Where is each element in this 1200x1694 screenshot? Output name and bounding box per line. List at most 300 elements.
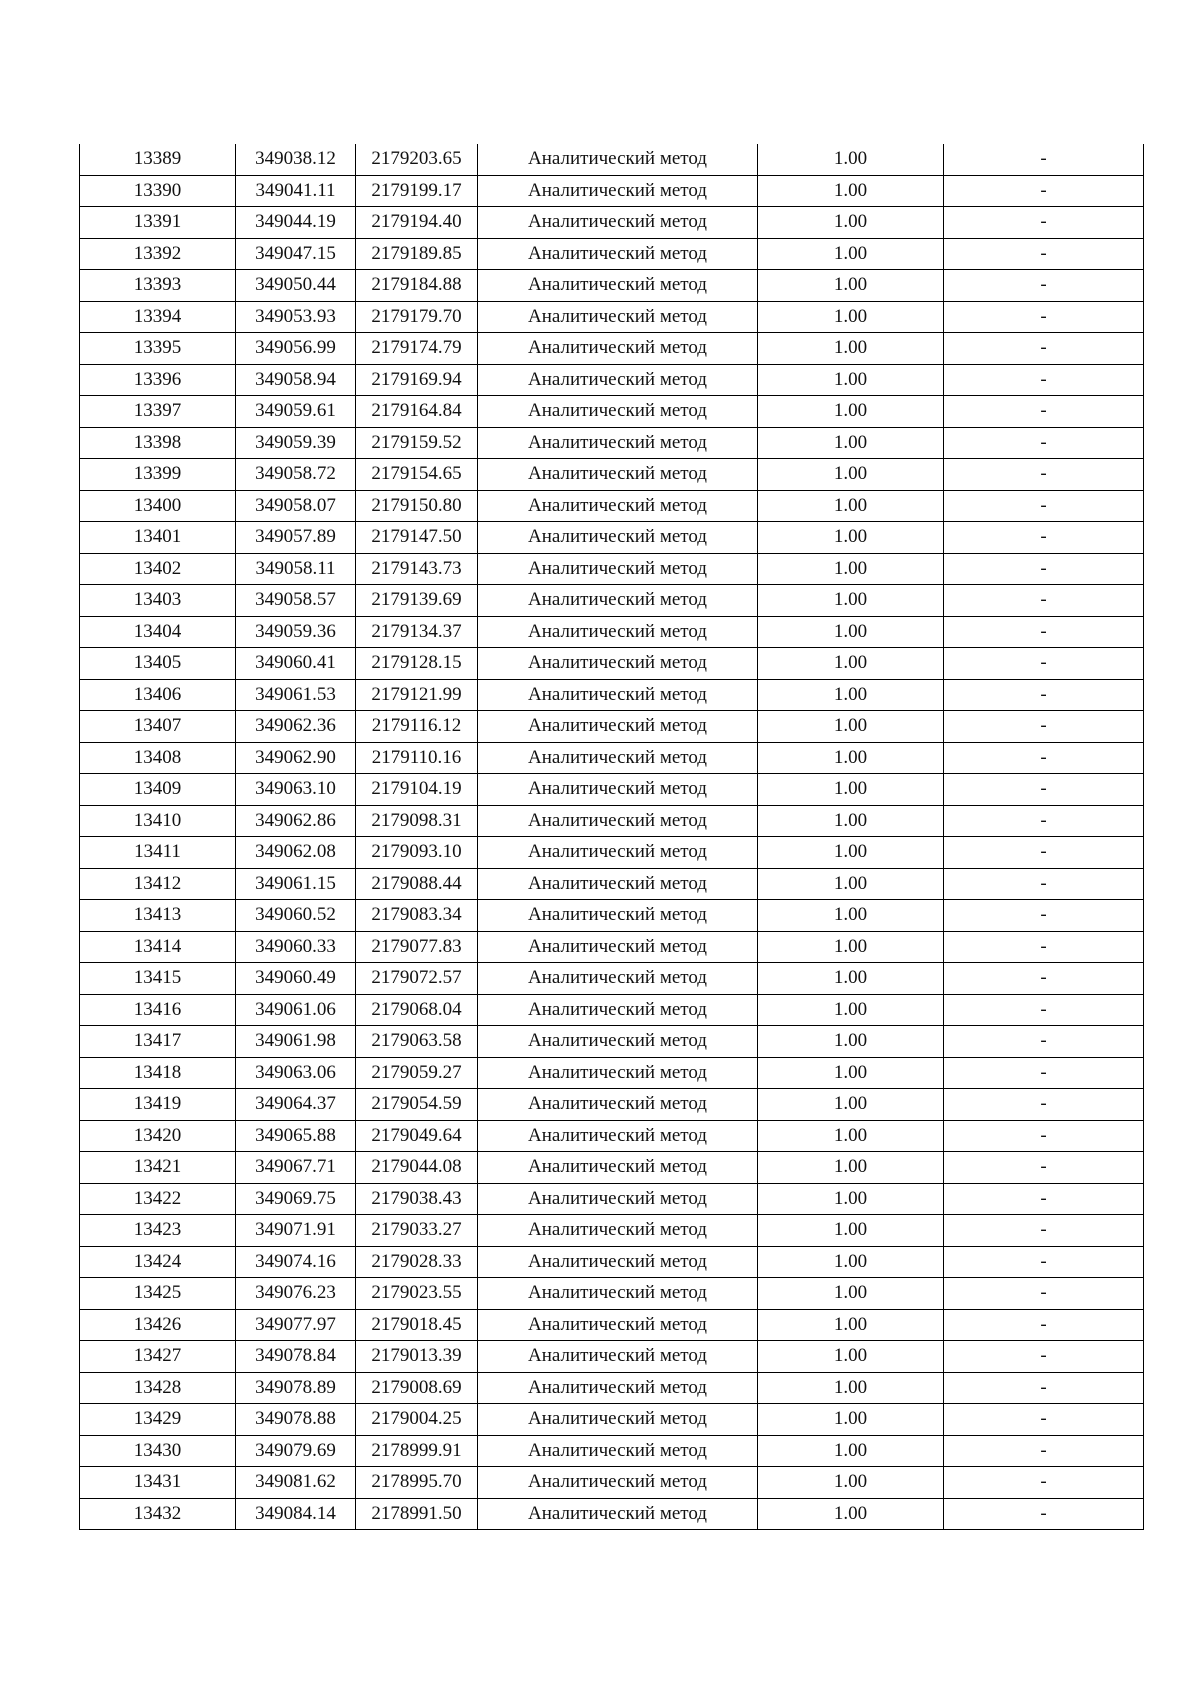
x-coordinate-cell: 349078.89 — [236, 1372, 356, 1404]
table-row — [80, 616, 1144, 648]
accuracy-cell: 1.00 — [758, 333, 944, 365]
description-cell: - — [944, 144, 1144, 175]
point-number-cell: 13413 — [80, 900, 236, 932]
x-coordinate-cell: 349079.69 — [236, 1435, 356, 1467]
accuracy-cell: 1.00 — [758, 585, 944, 617]
y-coordinate-cell: 2179049.64 — [356, 1120, 478, 1152]
y-coordinate-cell: 2179169.94 — [356, 364, 478, 396]
point-number-cell: 13403 — [80, 585, 236, 617]
y-coordinate-cell: 2179150.80 — [356, 490, 478, 522]
accuracy-cell: 1.00 — [758, 963, 944, 995]
point-number-cell: 13417 — [80, 1026, 236, 1058]
table-row — [80, 238, 1144, 270]
x-coordinate-cell: 349047.15 — [236, 238, 356, 270]
accuracy-cell: 1.00 — [758, 1057, 944, 1089]
accuracy-cell: 1.00 — [758, 396, 944, 428]
x-coordinate-cell: 349058.72 — [236, 459, 356, 491]
table-row — [80, 459, 1144, 491]
method-cell: Аналитический метод — [478, 270, 758, 302]
y-coordinate-cell: 2179174.79 — [356, 333, 478, 365]
description-cell: - — [944, 1152, 1144, 1184]
accuracy-cell: 1.00 — [758, 1278, 944, 1310]
table-row — [80, 805, 1144, 837]
method-cell: Аналитический метод — [478, 805, 758, 837]
table-row — [80, 207, 1144, 239]
table-row — [80, 364, 1144, 396]
point-number-cell: 13423 — [80, 1215, 236, 1247]
description-cell: - — [944, 207, 1144, 239]
point-number-cell: 13401 — [80, 522, 236, 554]
method-cell: Аналитический метод — [478, 1183, 758, 1215]
y-coordinate-cell: 2179059.27 — [356, 1057, 478, 1089]
method-cell: Аналитический метод — [478, 427, 758, 459]
accuracy-cell: 1.00 — [758, 1026, 944, 1058]
accuracy-cell: 1.00 — [758, 774, 944, 806]
table-row — [80, 585, 1144, 617]
accuracy-cell: 1.00 — [758, 553, 944, 585]
method-cell: Аналитический метод — [478, 396, 758, 428]
y-coordinate-cell: 2179143.73 — [356, 553, 478, 585]
x-coordinate-cell: 349061.98 — [236, 1026, 356, 1058]
point-number-cell: 13412 — [80, 868, 236, 900]
point-number-cell: 13425 — [80, 1278, 236, 1310]
accuracy-cell: 1.00 — [758, 1435, 944, 1467]
y-coordinate-cell: 2179098.31 — [356, 805, 478, 837]
description-cell: - — [944, 522, 1144, 554]
table-row — [80, 837, 1144, 869]
table-row — [80, 1498, 1144, 1530]
method-cell: Аналитический метод — [478, 1341, 758, 1373]
point-number-cell: 13394 — [80, 301, 236, 333]
method-cell: Аналитический метод — [478, 679, 758, 711]
point-number-cell: 13427 — [80, 1341, 236, 1373]
method-cell: Аналитический метод — [478, 1152, 758, 1184]
point-number-cell: 13426 — [80, 1309, 236, 1341]
table-row — [80, 931, 1144, 963]
description-cell: - — [944, 1309, 1144, 1341]
method-cell: Аналитический метод — [478, 900, 758, 932]
x-coordinate-cell: 349041.11 — [236, 175, 356, 207]
description-cell: - — [944, 648, 1144, 680]
method-cell: Аналитический метод — [478, 1435, 758, 1467]
table-row — [80, 1215, 1144, 1247]
y-coordinate-cell: 2178999.91 — [356, 1435, 478, 1467]
description-cell: - — [944, 175, 1144, 207]
table-row — [80, 1404, 1144, 1436]
x-coordinate-cell: 349061.06 — [236, 994, 356, 1026]
y-coordinate-cell: 2179189.85 — [356, 238, 478, 270]
table-row — [80, 1372, 1144, 1404]
table-row — [80, 1467, 1144, 1499]
method-cell: Аналитический метод — [478, 585, 758, 617]
table-row — [80, 1435, 1144, 1467]
y-coordinate-cell: 2179013.39 — [356, 1341, 478, 1373]
description-cell: - — [944, 1341, 1144, 1373]
x-coordinate-cell: 349062.08 — [236, 837, 356, 869]
accuracy-cell: 1.00 — [758, 175, 944, 207]
method-cell: Аналитический метод — [478, 553, 758, 585]
x-coordinate-cell: 349050.44 — [236, 270, 356, 302]
x-coordinate-cell: 349069.75 — [236, 1183, 356, 1215]
x-coordinate-cell: 349058.07 — [236, 490, 356, 522]
point-number-cell: 13428 — [80, 1372, 236, 1404]
point-number-cell: 13432 — [80, 1498, 236, 1530]
description-cell: - — [944, 1057, 1144, 1089]
description-cell: - — [944, 427, 1144, 459]
point-number-cell: 13392 — [80, 238, 236, 270]
table-row — [80, 994, 1144, 1026]
y-coordinate-cell: 2179068.04 — [356, 994, 478, 1026]
description-cell: - — [944, 1183, 1144, 1215]
method-cell: Аналитический метод — [478, 364, 758, 396]
description-cell: - — [944, 301, 1144, 333]
x-coordinate-cell: 349063.06 — [236, 1057, 356, 1089]
description-cell: - — [944, 1498, 1144, 1530]
method-cell: Аналитический метод — [478, 1215, 758, 1247]
description-cell: - — [944, 1404, 1144, 1436]
accuracy-cell: 1.00 — [758, 1309, 944, 1341]
table-row — [80, 679, 1144, 711]
point-number-cell: 13408 — [80, 742, 236, 774]
y-coordinate-cell: 2179116.12 — [356, 711, 478, 743]
table-row — [80, 963, 1144, 995]
x-coordinate-cell: 349038.12 — [236, 144, 356, 175]
description-cell: - — [944, 1467, 1144, 1499]
description-cell: - — [944, 774, 1144, 806]
description-cell: - — [944, 1120, 1144, 1152]
method-cell: Аналитический метод — [478, 616, 758, 648]
point-number-cell: 13420 — [80, 1120, 236, 1152]
x-coordinate-cell: 349084.14 — [236, 1498, 356, 1530]
x-coordinate-cell: 349060.49 — [236, 963, 356, 995]
x-coordinate-cell: 349062.90 — [236, 742, 356, 774]
method-cell: Аналитический метод — [478, 648, 758, 680]
description-cell: - — [944, 837, 1144, 869]
accuracy-cell: 1.00 — [758, 1498, 944, 1530]
y-coordinate-cell: 2179063.58 — [356, 1026, 478, 1058]
description-cell: - — [944, 459, 1144, 491]
point-number-cell: 13419 — [80, 1089, 236, 1121]
method-cell: Аналитический метод — [478, 963, 758, 995]
table-row — [80, 301, 1144, 333]
table-row — [80, 1309, 1144, 1341]
accuracy-cell: 1.00 — [758, 868, 944, 900]
y-coordinate-cell: 2179088.44 — [356, 868, 478, 900]
accuracy-cell: 1.00 — [758, 837, 944, 869]
y-coordinate-cell: 2178991.50 — [356, 1498, 478, 1530]
point-number-cell: 13390 — [80, 175, 236, 207]
point-number-cell: 13400 — [80, 490, 236, 522]
accuracy-cell: 1.00 — [758, 522, 944, 554]
method-cell: Аналитический метод — [478, 931, 758, 963]
point-number-cell: 13410 — [80, 805, 236, 837]
description-cell: - — [944, 679, 1144, 711]
y-coordinate-cell: 2179134.37 — [356, 616, 478, 648]
accuracy-cell: 1.00 — [758, 490, 944, 522]
description-cell: - — [944, 1246, 1144, 1278]
accuracy-cell: 1.00 — [758, 742, 944, 774]
method-cell: Аналитический метод — [478, 1372, 758, 1404]
accuracy-cell: 1.00 — [758, 1120, 944, 1152]
table-row — [80, 144, 1144, 175]
table-row — [80, 490, 1144, 522]
point-number-cell: 13415 — [80, 963, 236, 995]
y-coordinate-cell: 2179203.65 — [356, 144, 478, 175]
x-coordinate-cell: 349061.53 — [236, 679, 356, 711]
y-coordinate-cell: 2179184.88 — [356, 270, 478, 302]
method-cell: Аналитический метод — [478, 868, 758, 900]
point-number-cell: 13429 — [80, 1404, 236, 1436]
accuracy-cell: 1.00 — [758, 270, 944, 302]
method-cell: Аналитический метод — [478, 1120, 758, 1152]
x-coordinate-cell: 349076.23 — [236, 1278, 356, 1310]
description-cell: - — [944, 805, 1144, 837]
x-coordinate-cell: 349060.41 — [236, 648, 356, 680]
description-cell: - — [944, 616, 1144, 648]
accuracy-cell: 1.00 — [758, 711, 944, 743]
coordinates-table-body — [80, 144, 1144, 1530]
x-coordinate-cell: 349078.84 — [236, 1341, 356, 1373]
method-cell: Аналитический метод — [478, 175, 758, 207]
x-coordinate-cell: 349058.57 — [236, 585, 356, 617]
description-cell: - — [944, 333, 1144, 365]
method-cell: Аналитический метод — [478, 1309, 758, 1341]
accuracy-cell: 1.00 — [758, 805, 944, 837]
y-coordinate-cell: 2179159.52 — [356, 427, 478, 459]
x-coordinate-cell: 349060.33 — [236, 931, 356, 963]
description-cell: - — [944, 711, 1144, 743]
table-row — [80, 1278, 1144, 1310]
point-number-cell: 13396 — [80, 364, 236, 396]
method-cell: Аналитический метод — [478, 1026, 758, 1058]
y-coordinate-cell: 2179154.65 — [356, 459, 478, 491]
description-cell: - — [944, 1089, 1144, 1121]
description-cell: - — [944, 994, 1144, 1026]
point-number-cell: 13398 — [80, 427, 236, 459]
method-cell: Аналитический метод — [478, 207, 758, 239]
y-coordinate-cell: 2179044.08 — [356, 1152, 478, 1184]
accuracy-cell: 1.00 — [758, 238, 944, 270]
table-row — [80, 270, 1144, 302]
accuracy-cell: 1.00 — [758, 1467, 944, 1499]
point-number-cell: 13424 — [80, 1246, 236, 1278]
accuracy-cell: 1.00 — [758, 427, 944, 459]
table-row — [80, 648, 1144, 680]
method-cell: Аналитический метод — [478, 1089, 758, 1121]
y-coordinate-cell: 2179008.69 — [356, 1372, 478, 1404]
x-coordinate-cell: 349078.88 — [236, 1404, 356, 1436]
table-row — [80, 900, 1144, 932]
description-cell: - — [944, 553, 1144, 585]
method-cell: Аналитический метод — [478, 144, 758, 175]
method-cell: Аналитический метод — [478, 774, 758, 806]
y-coordinate-cell: 2179083.34 — [356, 900, 478, 932]
accuracy-cell: 1.00 — [758, 931, 944, 963]
point-number-cell: 13409 — [80, 774, 236, 806]
method-cell: Аналитический метод — [478, 1057, 758, 1089]
y-coordinate-cell: 2179164.84 — [356, 396, 478, 428]
point-number-cell: 13389 — [80, 144, 236, 175]
method-cell: Аналитический метод — [478, 459, 758, 491]
accuracy-cell: 1.00 — [758, 364, 944, 396]
x-coordinate-cell: 349062.36 — [236, 711, 356, 743]
table-row — [80, 553, 1144, 585]
x-coordinate-cell: 349081.62 — [236, 1467, 356, 1499]
method-cell: Аналитический метод — [478, 333, 758, 365]
y-coordinate-cell: 2179018.45 — [356, 1309, 478, 1341]
x-coordinate-cell: 349059.36 — [236, 616, 356, 648]
method-cell: Аналитический метод — [478, 1467, 758, 1499]
table-row — [80, 396, 1144, 428]
accuracy-cell: 1.00 — [758, 616, 944, 648]
x-coordinate-cell: 349058.94 — [236, 364, 356, 396]
accuracy-cell: 1.00 — [758, 459, 944, 491]
description-cell: - — [944, 742, 1144, 774]
point-number-cell: 13391 — [80, 207, 236, 239]
description-cell: - — [944, 963, 1144, 995]
method-cell: Аналитический метод — [478, 301, 758, 333]
point-number-cell: 13397 — [80, 396, 236, 428]
y-coordinate-cell: 2179128.15 — [356, 648, 478, 680]
table-row — [80, 333, 1144, 365]
accuracy-cell: 1.00 — [758, 1183, 944, 1215]
point-number-cell: 13404 — [80, 616, 236, 648]
x-coordinate-cell: 349061.15 — [236, 868, 356, 900]
table-row — [80, 1246, 1144, 1278]
x-coordinate-cell: 349060.52 — [236, 900, 356, 932]
point-number-cell: 13405 — [80, 648, 236, 680]
table-row — [80, 522, 1144, 554]
y-coordinate-cell: 2179054.59 — [356, 1089, 478, 1121]
description-cell: - — [944, 1435, 1144, 1467]
table-row — [80, 1089, 1144, 1121]
table-row — [80, 1120, 1144, 1152]
method-cell: Аналитический метод — [478, 522, 758, 554]
accuracy-cell: 1.00 — [758, 1215, 944, 1247]
description-cell: - — [944, 868, 1144, 900]
point-number-cell: 13395 — [80, 333, 236, 365]
table-row — [80, 1152, 1144, 1184]
y-coordinate-cell: 2179004.25 — [356, 1404, 478, 1436]
description-cell: - — [944, 270, 1144, 302]
y-coordinate-cell: 2179028.33 — [356, 1246, 478, 1278]
accuracy-cell: 1.00 — [758, 301, 944, 333]
y-coordinate-cell: 2179104.19 — [356, 774, 478, 806]
y-coordinate-cell: 2179093.10 — [356, 837, 478, 869]
accuracy-cell: 1.00 — [758, 648, 944, 680]
x-coordinate-cell: 349077.97 — [236, 1309, 356, 1341]
point-number-cell: 13406 — [80, 679, 236, 711]
point-number-cell: 13421 — [80, 1152, 236, 1184]
accuracy-cell: 1.00 — [758, 994, 944, 1026]
table-row — [80, 774, 1144, 806]
table-row — [80, 1183, 1144, 1215]
y-coordinate-cell: 2179033.27 — [356, 1215, 478, 1247]
accuracy-cell: 1.00 — [758, 1372, 944, 1404]
y-coordinate-cell: 2179023.55 — [356, 1278, 478, 1310]
x-coordinate-cell: 349056.99 — [236, 333, 356, 365]
table-row — [80, 1341, 1144, 1373]
x-coordinate-cell: 349063.10 — [236, 774, 356, 806]
point-number-cell: 13430 — [80, 1435, 236, 1467]
x-coordinate-cell: 349059.39 — [236, 427, 356, 459]
x-coordinate-cell: 349067.71 — [236, 1152, 356, 1184]
description-cell: - — [944, 364, 1144, 396]
x-coordinate-cell: 349059.61 — [236, 396, 356, 428]
y-coordinate-cell: 2179121.99 — [356, 679, 478, 711]
point-number-cell: 13422 — [80, 1183, 236, 1215]
method-cell: Аналитический метод — [478, 711, 758, 743]
accuracy-cell: 1.00 — [758, 679, 944, 711]
x-coordinate-cell: 349074.16 — [236, 1246, 356, 1278]
x-coordinate-cell: 349062.86 — [236, 805, 356, 837]
description-cell: - — [944, 396, 1144, 428]
table-row — [80, 175, 1144, 207]
method-cell: Аналитический метод — [478, 837, 758, 869]
y-coordinate-cell: 2179147.50 — [356, 522, 478, 554]
point-number-cell: 13393 — [80, 270, 236, 302]
description-cell: - — [944, 1278, 1144, 1310]
point-number-cell: 13399 — [80, 459, 236, 491]
method-cell: Аналитический метод — [478, 994, 758, 1026]
accuracy-cell: 1.00 — [758, 900, 944, 932]
method-cell: Аналитический метод — [478, 1498, 758, 1530]
description-cell: - — [944, 1372, 1144, 1404]
accuracy-cell: 1.00 — [758, 207, 944, 239]
description-cell: - — [944, 900, 1144, 932]
y-coordinate-cell: 2179077.83 — [356, 931, 478, 963]
y-coordinate-cell: 2179199.17 — [356, 175, 478, 207]
x-coordinate-cell: 349053.93 — [236, 301, 356, 333]
method-cell: Аналитический метод — [478, 238, 758, 270]
description-cell: - — [944, 585, 1144, 617]
table-row — [80, 1026, 1144, 1058]
table-row — [80, 711, 1144, 743]
point-number-cell: 13418 — [80, 1057, 236, 1089]
table-row — [80, 1057, 1144, 1089]
method-cell: Аналитический метод — [478, 1246, 758, 1278]
accuracy-cell: 1.00 — [758, 1404, 944, 1436]
y-coordinate-cell: 2179139.69 — [356, 585, 478, 617]
point-number-cell: 13407 — [80, 711, 236, 743]
x-coordinate-cell: 349064.37 — [236, 1089, 356, 1121]
x-coordinate-cell: 349057.89 — [236, 522, 356, 554]
accuracy-cell: 1.00 — [758, 1089, 944, 1121]
point-number-cell: 13411 — [80, 837, 236, 869]
method-cell: Аналитический метод — [478, 742, 758, 774]
accuracy-cell: 1.00 — [758, 1341, 944, 1373]
coordinates-table — [79, 144, 1144, 1530]
y-coordinate-cell: 2179072.57 — [356, 963, 478, 995]
y-coordinate-cell: 2179038.43 — [356, 1183, 478, 1215]
point-number-cell: 13416 — [80, 994, 236, 1026]
table-row — [80, 427, 1144, 459]
accuracy-cell: 1.00 — [758, 1246, 944, 1278]
y-coordinate-cell: 2179194.40 — [356, 207, 478, 239]
method-cell: Аналитический метод — [478, 490, 758, 522]
description-cell: - — [944, 1026, 1144, 1058]
accuracy-cell: 1.00 — [758, 144, 944, 175]
point-number-cell: 13431 — [80, 1467, 236, 1499]
y-coordinate-cell: 2179110.16 — [356, 742, 478, 774]
point-number-cell: 13414 — [80, 931, 236, 963]
description-cell: - — [944, 931, 1144, 963]
description-cell: - — [944, 490, 1144, 522]
point-number-cell: 13402 — [80, 553, 236, 585]
description-cell: - — [944, 238, 1144, 270]
method-cell: Аналитический метод — [478, 1404, 758, 1436]
x-coordinate-cell: 349065.88 — [236, 1120, 356, 1152]
